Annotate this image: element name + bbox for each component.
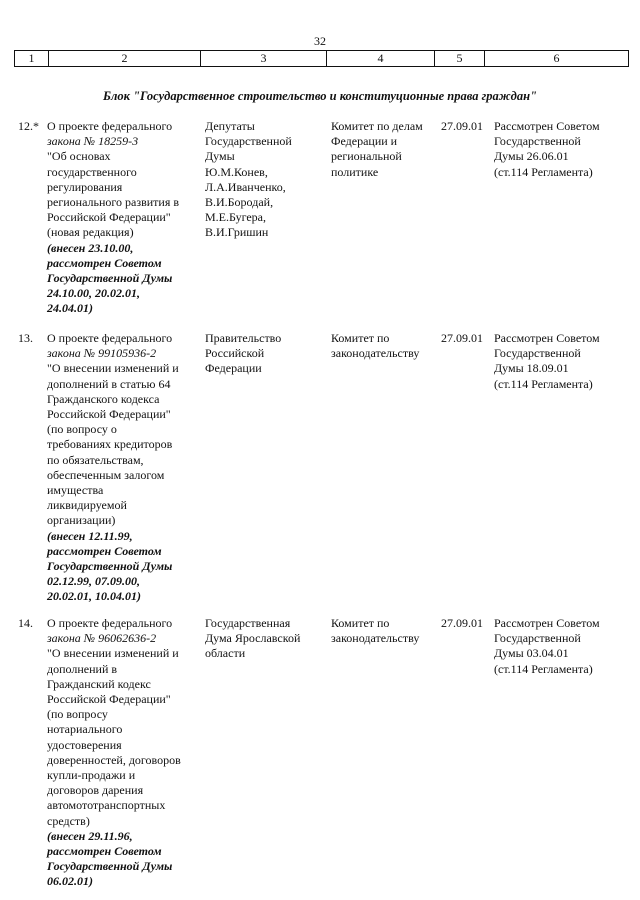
block-title: Блок "Государственное строительство и конституционные права граждан" (103, 89, 537, 103)
bill-author-line: Государственной (205, 134, 292, 149)
column-header-4: 4 (327, 51, 435, 67)
bill-title-line: (по вопросу о (47, 422, 117, 437)
committee-line: Комитет по (331, 616, 390, 630)
status-line: Рассмотрен Советом (494, 616, 600, 630)
status-line: Думы 26.06.01 (494, 149, 569, 164)
bill-status (494, 119, 624, 180)
bill-title-line: рассмотрен Советом (47, 543, 162, 558)
bill-title-line: ликвидируемой (47, 498, 127, 513)
bill-title-line: договоров дарения (47, 783, 144, 798)
column-number-header (14, 50, 629, 67)
bill-author-line: В.И.Гришин (205, 225, 269, 240)
bill-title-line: по обязательствам, (47, 452, 144, 467)
bill-title-line: государственного (47, 164, 137, 179)
committee-line: законодательству (331, 346, 420, 361)
bill-author (205, 616, 320, 662)
bill-title-line: организации) (47, 513, 116, 528)
status-line: (ст.114 Регламента) (494, 376, 593, 391)
bill-status (494, 616, 624, 677)
bill-title-line: автомототранспортных (47, 798, 166, 813)
bill-title-line: (внесен 29.11.96, (47, 828, 133, 843)
bill-title-line: Российской Федерации" (47, 210, 171, 225)
responsible-committee (331, 616, 436, 646)
bill-title-line: регионального развития в (47, 195, 180, 210)
bill-title-line: (внесен 23.10.00, (47, 240, 134, 255)
committee-line: законодательству (331, 631, 420, 646)
status-line: Думы 18.09.01 (494, 361, 569, 376)
bill-author-line: Ю.М.Конев, (205, 164, 268, 179)
committee-line: политике (331, 164, 379, 179)
bill-title-line: Государственной Думы (47, 559, 173, 574)
bill-title-line: средств) (47, 813, 90, 828)
bill-title-line: 20.02.01, 10.04.01) (47, 589, 141, 604)
bill-title-line: Государственной Думы (47, 859, 173, 874)
committee-line: Федерации и (331, 134, 398, 149)
bill-title-line: Российской Федерации" (47, 407, 171, 422)
status-line: Государственной (494, 134, 581, 149)
bill-author-line: В.И.Бородай, (205, 195, 274, 210)
bill-title-line: 06.02.01) (47, 874, 93, 889)
bill-title-line: рассмотрен Советом (47, 844, 162, 859)
bill-title-line: 24.10.00, 20.02.01, (47, 286, 140, 301)
bill-title-line: регулирования (47, 179, 123, 194)
bill-title-line: (по вопросу (47, 707, 108, 722)
bill-title-line: О проекте федерального (47, 616, 173, 630)
status-line: (ст.114 Регламента) (494, 164, 593, 179)
bill-author-line: Думы (205, 149, 235, 164)
responsible-committee (331, 331, 436, 361)
bill-title-line: (внесен 12.11.99, (47, 528, 133, 543)
column-header-6: 6 (485, 51, 629, 67)
bill-title-line: О проекте федерального (47, 331, 173, 345)
bill-author-line: Дума Ярославской (205, 631, 301, 646)
bill-title-line: дополнений в (47, 661, 118, 676)
responsible-committee (331, 119, 436, 180)
committee-line: Комитет по делам (331, 119, 423, 133)
bill-author-line: Депутаты (205, 119, 255, 133)
bill-author-line: Правительство (205, 331, 282, 345)
bill-title-line: 02.12.99, 07.09.00, (47, 574, 140, 589)
bill-title-line: имущества (47, 483, 104, 498)
bill-title-line: Гражданский кодекс (47, 676, 151, 691)
bill-title (47, 331, 199, 605)
bill-title-line: Гражданского кодекса (47, 391, 160, 406)
bill-author-line: Российской (205, 346, 265, 361)
bill-title-line: удостоверения (47, 737, 122, 752)
status-line: Думы 03.04.01 (494, 646, 569, 661)
bill-author (205, 119, 320, 241)
row-number: 14. (18, 616, 33, 630)
status-line: Рассмотрен Советом (494, 331, 600, 345)
status-line: (ст.114 Регламента) (494, 661, 593, 676)
bill-author-line: области (205, 646, 246, 661)
bill-title-line: О проекте федерального (47, 119, 173, 133)
bill-title-line: обеспеченным залогом (47, 467, 165, 482)
review-date: 27.09.01 (441, 119, 483, 133)
bill-status (494, 331, 624, 392)
bill-title-line: требованиях кредиторов (47, 437, 173, 452)
page-number: 32 (314, 34, 326, 48)
status-line: Государственной (494, 631, 581, 646)
row-number: 12.* (18, 119, 39, 133)
bill-title-line: закона № 96062636-2 (47, 631, 157, 646)
bill-title-line: нотариального (47, 722, 123, 737)
status-line: Государственной (494, 346, 581, 361)
column-header-1: 1 (15, 51, 49, 67)
bill-title-line: "О внесении изменений и (47, 361, 179, 376)
review-date: 27.09.01 (441, 331, 483, 345)
bill-author-line: Государственная (205, 616, 291, 630)
bill-title-line: Государственной Думы (47, 271, 173, 286)
bill-title-line: "О внесении изменений и (47, 646, 179, 661)
committee-line: региональной (331, 149, 402, 164)
bill-title-line: купли-продажи и (47, 768, 136, 783)
column-header-5: 5 (435, 51, 485, 67)
bill-title-line: закона № 99105936-2 (47, 346, 157, 361)
review-date: 27.09.01 (441, 616, 483, 630)
bill-title-line: рассмотрен Советом (47, 255, 162, 270)
bill-title (47, 616, 199, 890)
bill-title-line: закона № 18259-3 (47, 134, 139, 149)
bill-title-line: доверенностей, договоров (47, 752, 181, 767)
column-header-3: 3 (201, 51, 327, 67)
status-line: Рассмотрен Советом (494, 119, 600, 133)
bill-author-line: М.Е.Бугера, (205, 210, 267, 225)
bill-title (47, 119, 199, 317)
column-header-2: 2 (49, 51, 201, 67)
bill-title-line: Российской Федерации" (47, 692, 171, 707)
bill-title-line: "Об основах (47, 149, 111, 164)
row-number: 13. (18, 331, 33, 345)
bill-title-line: (новая редакция) (47, 225, 134, 240)
bill-title-line: 24.04.01) (47, 301, 93, 316)
bill-author-line: Федерации (205, 361, 262, 376)
committee-line: Комитет по (331, 331, 390, 345)
bill-author (205, 331, 320, 377)
bill-author-line: Л.А.Иванченко, (205, 179, 286, 194)
bill-title-line: дополнений в статью 64 (47, 376, 171, 391)
